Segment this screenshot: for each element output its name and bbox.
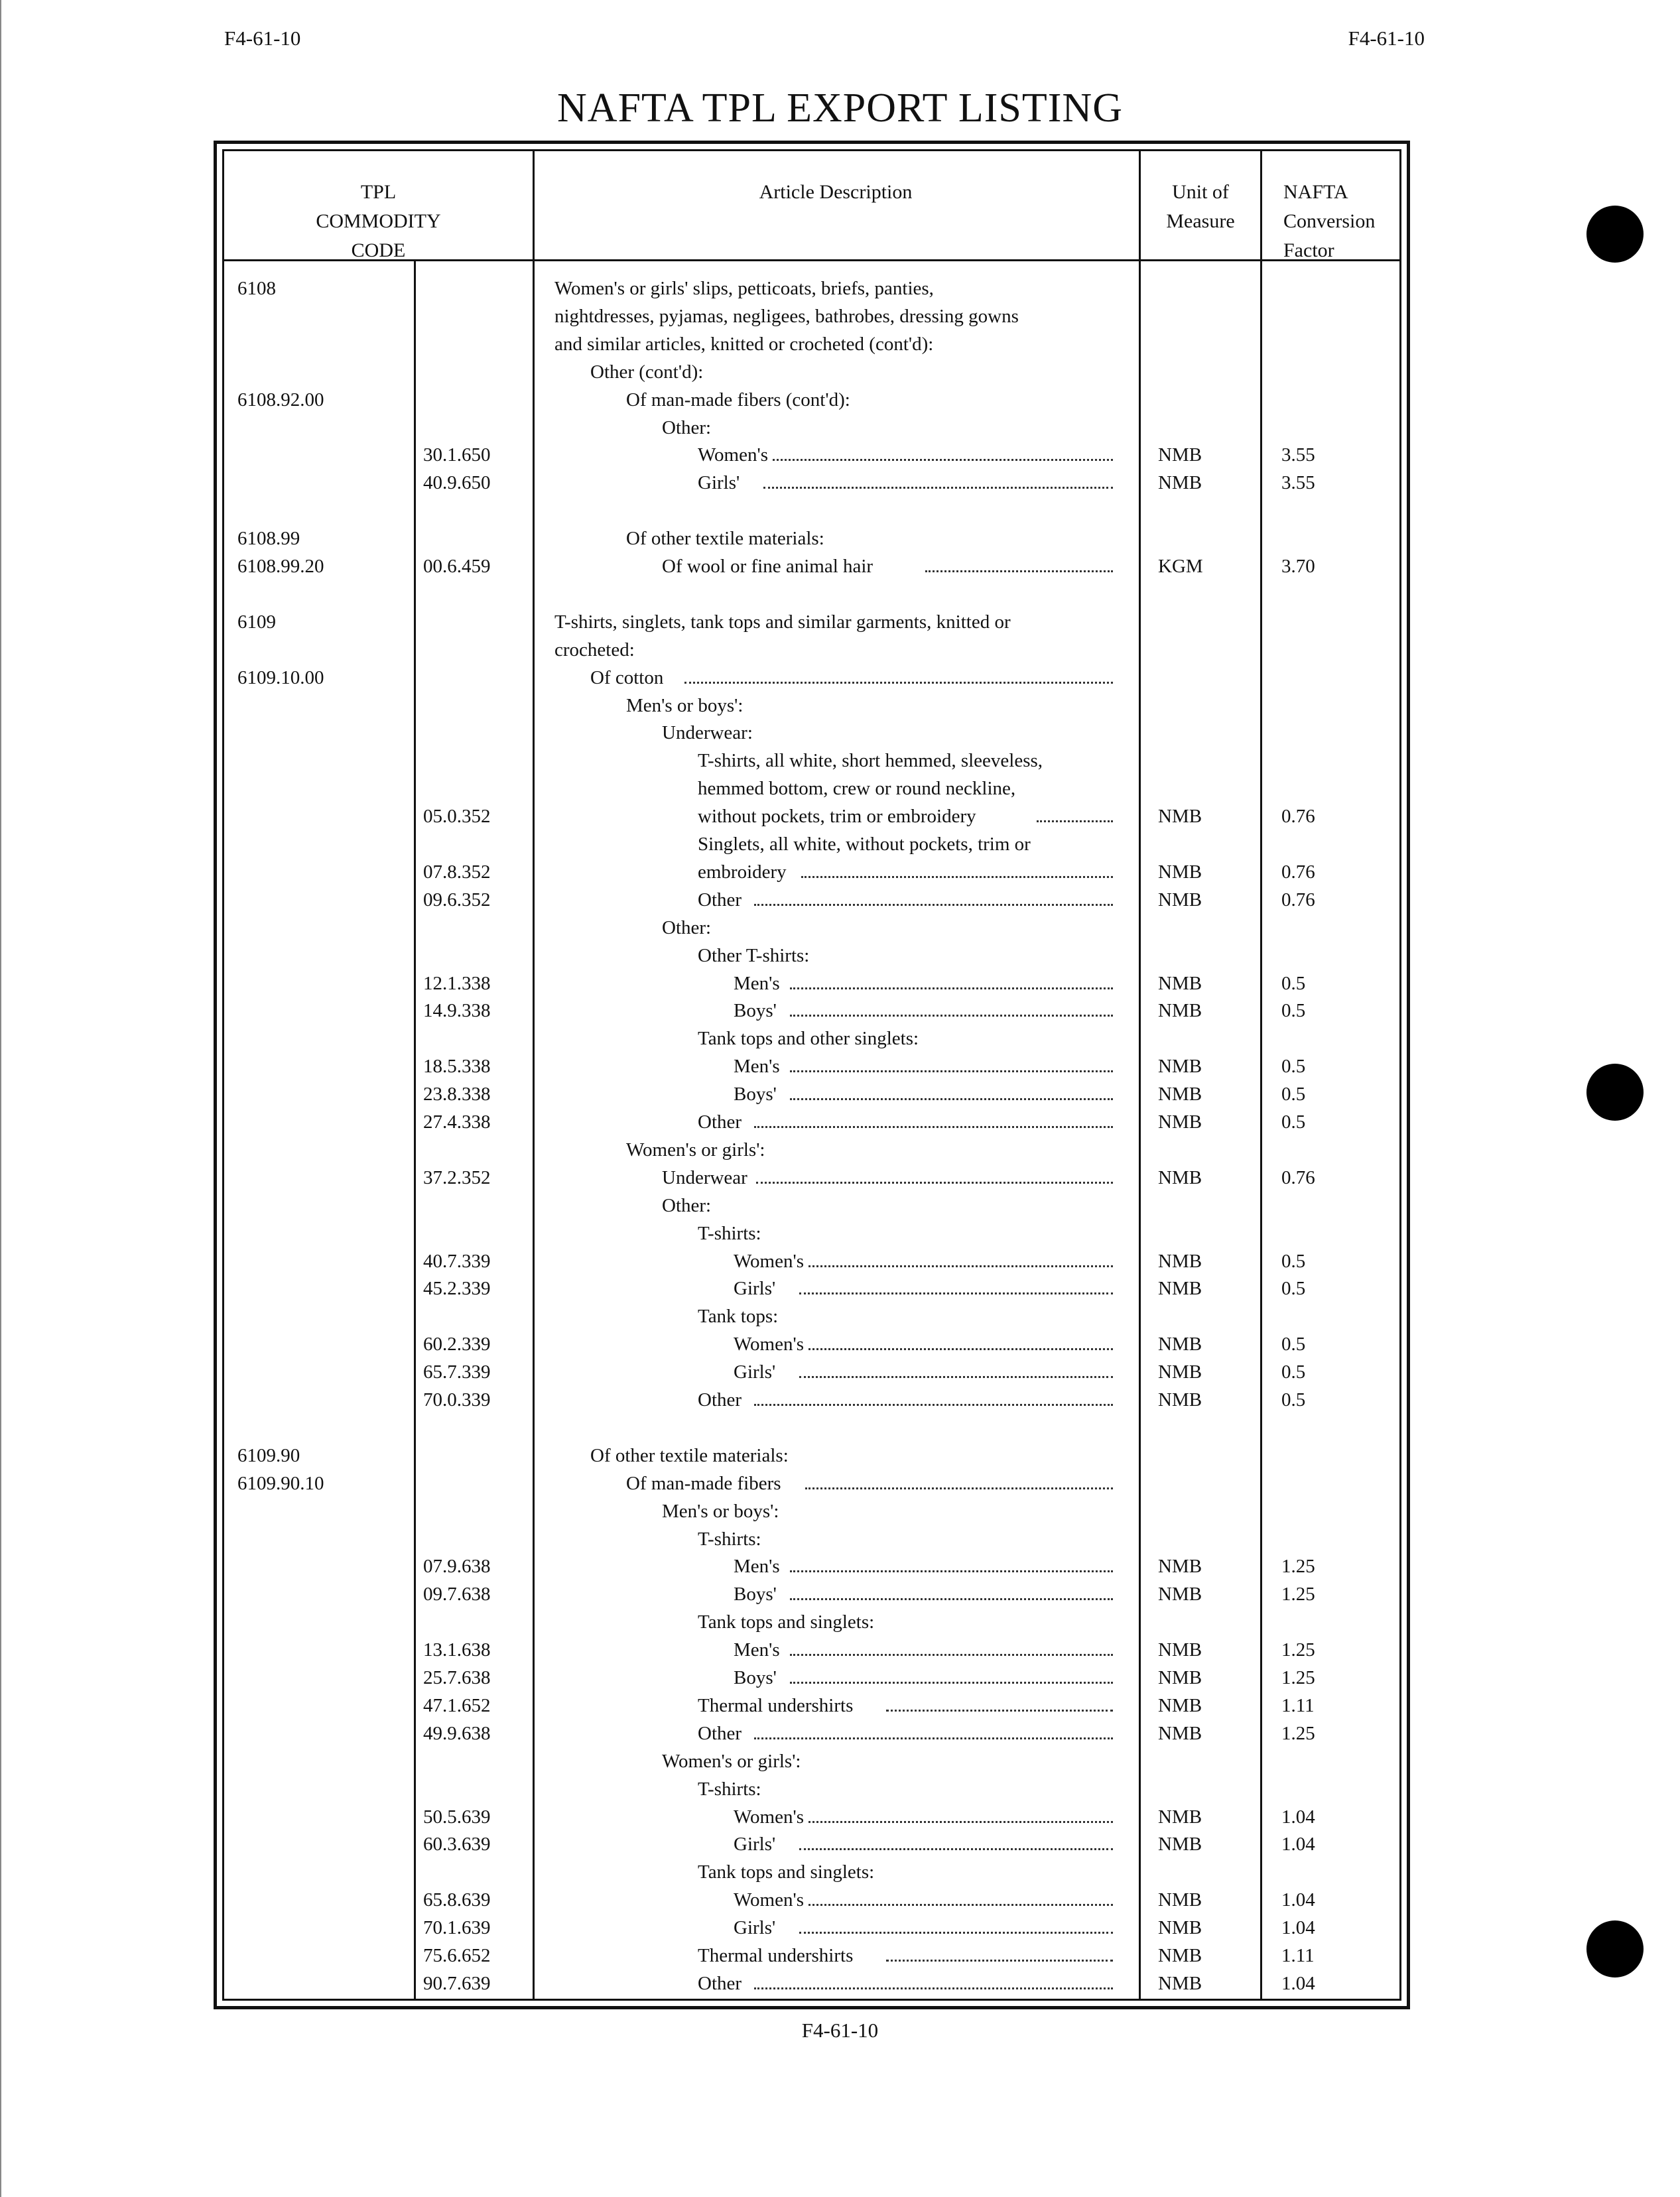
article-description-cell: Thermal undershirts: [698, 1694, 854, 1716]
table-row: [224, 1275, 1399, 1302]
dot-leader: [756, 1180, 1113, 1184]
tpl-code-cell: 14.9.338: [423, 1000, 491, 1022]
dot-leader: [1037, 818, 1113, 822]
conversion-factor-cell: 1.04: [1281, 1889, 1315, 1911]
tpl-code-cell: 23.8.338: [423, 1084, 491, 1105]
conversion-factor-cell: 1.25: [1281, 1667, 1315, 1688]
table-row: [224, 1358, 1399, 1386]
article-description-cell: Boys': [734, 1000, 777, 1022]
dot-leader: [754, 1985, 1113, 1989]
unit-of-measure-cell: NMB: [1158, 889, 1202, 910]
dot-leader: [790, 1568, 1113, 1572]
dot-leader: [805, 1485, 1113, 1489]
unit-of-measure-cell: NMB: [1158, 1166, 1202, 1188]
unit-of-measure-cell: NMB: [1158, 861, 1202, 883]
dot-leader: [790, 1068, 1113, 1072]
unit-header-line-1: Unit of: [1172, 181, 1229, 203]
dot-leader: [799, 1374, 1113, 1378]
article-description-cell: T-shirts, singlets, tank tops and similar garments, knitted or: [554, 611, 1011, 633]
tpl-code-cell: 65.7.339: [423, 1361, 491, 1383]
unit-of-measure-cell: NMB: [1158, 1361, 1202, 1383]
factor-header-line-2: Conversion: [1283, 210, 1376, 232]
factor-header-line-3: Factor: [1283, 239, 1334, 261]
conversion-factor-cell: 0.76: [1281, 861, 1315, 883]
table-row: [224, 1164, 1399, 1192]
article-description-cell: Other:: [662, 1194, 712, 1216]
table-row: [224, 1914, 1399, 1942]
table-row: [224, 497, 1399, 525]
table-row: [224, 1886, 1399, 1914]
code-header-line-1: TPL: [360, 181, 397, 203]
table-row: [224, 914, 1399, 942]
unit-of-measure-cell: NMB: [1158, 1806, 1202, 1828]
table-row: [224, 886, 1399, 914]
hts-code-cell: 6108.99.20: [237, 556, 324, 577]
table-row: [224, 302, 1399, 330]
article-description-cell: Boys': [734, 1667, 777, 1688]
unit-of-measure-cell: NMB: [1158, 1111, 1202, 1133]
dot-leader: [684, 680, 1113, 684]
table-row: [224, 1080, 1399, 1108]
article-description-cell: T-shirts:: [698, 1528, 761, 1550]
dot-leader: [925, 568, 1113, 572]
unit-of-measure-cell: NMB: [1158, 806, 1202, 828]
conversion-factor-cell: 0.5: [1281, 1278, 1306, 1300]
tpl-code-cell: 07.9.638: [423, 1556, 491, 1578]
table-row: [224, 858, 1399, 886]
punch-hole-middle: [1586, 1064, 1644, 1121]
tpl-code-cell: 09.6.352: [423, 889, 491, 910]
dot-leader: [790, 1596, 1113, 1600]
article-description-cell: T-shirts, all white, short hemmed, sleeveless,: [698, 750, 1043, 772]
hts-code-cell: 6109: [237, 611, 276, 633]
dot-leader: [808, 1346, 1113, 1350]
conversion-factor-cell: 0.5: [1281, 1361, 1306, 1383]
table-row: [224, 525, 1399, 552]
article-description-cell: Men's or boys':: [626, 694, 743, 716]
unit-of-measure-cell: NMB: [1158, 1250, 1202, 1272]
unit-of-measure-cell: NMB: [1158, 1972, 1202, 1994]
conversion-factor-cell: 0.76: [1281, 889, 1315, 910]
unit-of-measure-cell: NMB: [1158, 1556, 1202, 1578]
article-description-cell: Of man-made fibers (cont'd):: [626, 389, 850, 410]
article-description-cell: Men's: [734, 1639, 780, 1661]
table-row: [224, 1803, 1399, 1831]
article-description-cell: Of wool or fine animal hair: [662, 556, 873, 577]
table-row: [224, 1608, 1399, 1636]
unit-of-measure-cell: NMB: [1158, 1084, 1202, 1105]
table-row: [224, 1136, 1399, 1164]
article-description-cell: Of cotton: [590, 666, 664, 688]
article-description-cell: Tank tops and singlets:: [698, 1861, 875, 1883]
tpl-code-cell: 37.2.352: [423, 1166, 491, 1188]
table-row: [224, 692, 1399, 720]
page-title: NAFTA TPL EXPORT LISTING: [557, 86, 1123, 131]
dot-leader: [886, 1708, 1113, 1712]
tpl-code-cell: 07.8.352: [423, 861, 491, 883]
table-row: [224, 1414, 1399, 1442]
article-description-cell: Boys': [734, 1584, 777, 1605]
article-description-cell: nightdresses, pyjamas, negligees, bathrobes, dressing gowns: [554, 305, 1019, 327]
tpl-code-cell: 45.2.339: [423, 1278, 491, 1300]
conversion-factor-cell: 1.25: [1281, 1584, 1315, 1605]
article-description-cell: Women's or girls' slips, petticoats, briefs, panties,: [554, 278, 934, 299]
conversion-factor-cell: 1.25: [1281, 1722, 1315, 1744]
table-row: [224, 358, 1399, 386]
dot-leader: [754, 1735, 1113, 1739]
conversion-factor-cell: 0.5: [1281, 1084, 1306, 1105]
conversion-factor-cell: 1.25: [1281, 1556, 1315, 1578]
article-description-cell: Girls': [698, 472, 740, 494]
article-description-cell: Other: [698, 889, 742, 910]
table-row: [224, 1497, 1399, 1525]
unit-of-measure-cell: NMB: [1158, 1278, 1202, 1300]
table-row: [224, 802, 1399, 830]
article-description-cell: Other: [698, 1972, 742, 1994]
table-row: [224, 608, 1399, 636]
dot-leader: [808, 1819, 1113, 1823]
article-description-cell: Singlets, all white, without pockets, trim or: [698, 834, 1031, 855]
tpl-code-cell: 47.1.652: [423, 1694, 491, 1716]
listing-table-inner: [222, 149, 1401, 2001]
article-description-cell: Men's: [734, 1556, 780, 1578]
table-row: [224, 1830, 1399, 1858]
article-description-cell: Other: [698, 1722, 742, 1744]
table-row: [224, 775, 1399, 802]
article-description-cell: without pockets, trim or embroidery: [698, 806, 976, 828]
table-row: [224, 1664, 1399, 1692]
article-description-cell: Women's: [698, 444, 768, 466]
tpl-code-cell: 13.1.638: [423, 1639, 491, 1661]
factor-header-line-1: NAFTA: [1283, 181, 1348, 203]
table-row: [224, 1108, 1399, 1136]
unit-header-line-2: Measure: [1166, 210, 1235, 232]
article-description-cell: Other: [698, 1389, 742, 1411]
scan-edge-line: [0, 0, 1, 2197]
conversion-factor-cell: 0.76: [1281, 1166, 1315, 1188]
dot-leader: [790, 1013, 1113, 1017]
unit-of-measure-cell: NMB: [1158, 1722, 1202, 1744]
unit-of-measure-cell: NMB: [1158, 1834, 1202, 1855]
table-row: [224, 1692, 1399, 1720]
tpl-code-cell: 05.0.352: [423, 806, 491, 828]
conversion-factor-cell: 3.70: [1281, 556, 1315, 577]
article-description-cell: Thermal undershirts: [698, 1945, 854, 1966]
dot-leader: [773, 457, 1113, 461]
column-header-code: [224, 178, 533, 265]
dot-leader: [808, 1263, 1113, 1267]
table-row: [224, 747, 1399, 775]
table-row: [224, 1302, 1399, 1330]
unit-of-measure-cell: NMB: [1158, 1945, 1202, 1966]
article-description-cell: Other T-shirts:: [698, 944, 810, 966]
tpl-code-cell: 18.5.338: [423, 1056, 491, 1078]
table-row: [224, 1970, 1399, 1997]
article-description-cell: Women's: [734, 1250, 804, 1272]
code-header-line-3: CODE: [351, 239, 406, 261]
table-row: [224, 1858, 1399, 1886]
conversion-factor-cell: 0.5: [1281, 1250, 1306, 1272]
table-row: [224, 1247, 1399, 1275]
article-description-cell: T-shirts:: [698, 1778, 761, 1800]
dot-leader: [799, 1846, 1113, 1850]
article-description-cell: Women's: [734, 1806, 804, 1828]
table-row: [224, 942, 1399, 970]
table-row: [224, 636, 1399, 664]
article-description-cell: Other (cont'd):: [590, 361, 704, 383]
unit-of-measure-cell: NMB: [1158, 1389, 1202, 1411]
article-description-cell: Of other textile materials:: [626, 528, 824, 550]
unit-of-measure-cell: NMB: [1158, 1889, 1202, 1911]
dot-leader: [790, 1096, 1113, 1100]
unit-of-measure-cell: NMB: [1158, 1917, 1202, 1939]
table-row: [224, 1025, 1399, 1052]
tpl-code-cell: 40.7.339: [423, 1250, 491, 1272]
tpl-code-cell: 70.1.639: [423, 1917, 491, 1939]
unit-of-measure-cell: NMB: [1158, 444, 1202, 466]
article-description-cell: Underwear:: [662, 722, 753, 744]
article-description-cell: Other:: [662, 416, 712, 438]
table-row: [224, 386, 1399, 414]
table-row: [224, 275, 1399, 302]
table-row: [224, 1442, 1399, 1470]
hts-code-cell: 6109.90: [237, 1444, 300, 1466]
dot-leader: [754, 1402, 1113, 1406]
conversion-factor-cell: 0.5: [1281, 1389, 1306, 1411]
unit-of-measure-cell: NMB: [1158, 1584, 1202, 1605]
dot-leader: [754, 1124, 1113, 1128]
table-row: [224, 1052, 1399, 1080]
table-row: [224, 997, 1399, 1025]
article-description-cell: Of man-made fibers: [626, 1472, 781, 1494]
dot-leader: [763, 485, 1113, 489]
article-description-cell: and similar articles, knitted or crocheted (cont'd):: [554, 333, 934, 355]
conversion-factor-cell: 1.11: [1281, 1945, 1315, 1966]
dot-leader: [790, 1680, 1113, 1684]
conversion-factor-cell: 1.11: [1281, 1694, 1315, 1716]
conversion-factor-cell: 1.04: [1281, 1917, 1315, 1939]
tpl-code-cell: 30.1.650: [423, 444, 491, 466]
conversion-factor-cell: 3.55: [1281, 444, 1315, 466]
unit-of-measure-cell: NMB: [1158, 1667, 1202, 1688]
tpl-code-cell: 90.7.639: [423, 1972, 491, 1994]
dot-leader: [754, 902, 1113, 906]
header-left-page-id: F4-61-10: [224, 27, 301, 50]
conversion-factor-cell: 1.25: [1281, 1639, 1315, 1661]
conversion-factor-cell: 0.5: [1281, 1334, 1306, 1355]
table-row: [224, 719, 1399, 747]
article-description-cell: Men's or boys':: [662, 1500, 779, 1522]
desc-header-label: Article Description: [759, 181, 913, 203]
unit-of-measure-cell: NMB: [1158, 472, 1202, 494]
table-row: [224, 1525, 1399, 1553]
article-description-cell: Women's or girls':: [662, 1750, 801, 1772]
table-row: [224, 1580, 1399, 1608]
article-description-cell: Underwear: [662, 1166, 747, 1188]
article-description-cell: hemmed bottom, crew or round neckline,: [698, 778, 1016, 800]
article-description-cell: Girls': [734, 1361, 776, 1383]
article-description-cell: Other: [698, 1111, 742, 1133]
article-description-cell: Girls': [734, 1278, 776, 1300]
table-row: [224, 1747, 1399, 1775]
table-row: [224, 664, 1399, 692]
tpl-code-cell: 60.3.639: [423, 1834, 491, 1855]
column-header-unit: [1141, 178, 1260, 236]
column-header-factor: [1283, 178, 1416, 265]
conversion-factor-cell: 0.5: [1281, 1000, 1306, 1022]
table-row: [224, 1192, 1399, 1220]
code-header-line-2: COMMODITY: [316, 210, 441, 232]
article-description-cell: Women's: [734, 1889, 804, 1911]
hts-code-cell: 6109.90.10: [237, 1472, 324, 1494]
article-description-cell: Men's: [734, 1056, 780, 1078]
dot-leader: [808, 1902, 1113, 1906]
tpl-code-cell: 40.9.650: [423, 472, 491, 494]
table-row: [224, 1220, 1399, 1247]
conversion-factor-cell: 1.04: [1281, 1834, 1315, 1855]
table-row: [224, 1470, 1399, 1497]
conversion-factor-cell: 0.5: [1281, 972, 1306, 994]
unit-of-measure-cell: KGM: [1158, 556, 1203, 577]
table-row: [224, 1386, 1399, 1414]
listing-table: [214, 141, 1410, 2009]
article-description-cell: crocheted:: [554, 639, 635, 660]
table-row: [224, 1775, 1399, 1803]
table-row: [224, 830, 1399, 858]
conversion-factor-cell: 0.76: [1281, 806, 1315, 828]
hts-code-cell: 6108.99: [237, 528, 300, 550]
table-row: [224, 441, 1399, 469]
table-row: [224, 970, 1399, 997]
tpl-code-cell: 50.5.639: [423, 1806, 491, 1828]
punch-hole-bottom: [1586, 1920, 1644, 1977]
tpl-code-cell: 75.6.652: [423, 1945, 491, 1966]
dot-leader: [886, 1958, 1113, 1962]
unit-of-measure-cell: NMB: [1158, 1000, 1202, 1022]
tpl-code-cell: 65.8.639: [423, 1889, 491, 1911]
table-row: [224, 1720, 1399, 1747]
tpl-code-cell: 25.7.638: [423, 1667, 491, 1688]
unit-of-measure-cell: NMB: [1158, 1056, 1202, 1078]
dot-leader: [801, 874, 1113, 878]
conversion-factor-cell: 3.55: [1281, 472, 1315, 494]
tpl-code-cell: 12.1.338: [423, 972, 491, 994]
table-row: [224, 1942, 1399, 1970]
article-description-cell: Tank tops and other singlets:: [698, 1028, 919, 1050]
tpl-code-cell: 70.0.339: [423, 1389, 491, 1411]
table-row: [224, 469, 1399, 497]
conversion-factor-cell: 1.04: [1281, 1972, 1315, 1994]
tpl-code-cell: 60.2.339: [423, 1334, 491, 1355]
dot-leader: [799, 1290, 1113, 1294]
tpl-code-cell: 49.9.638: [423, 1722, 491, 1744]
article-description-cell: Of other textile materials:: [590, 1444, 789, 1466]
article-description-cell: T-shirts:: [698, 1222, 761, 1244]
column-header-description: [533, 178, 1139, 207]
article-description-cell: Women's or girls':: [626, 1139, 765, 1161]
article-description-cell: Girls': [734, 1917, 776, 1939]
article-description-cell: Other:: [662, 916, 712, 938]
unit-of-measure-cell: NMB: [1158, 1334, 1202, 1355]
table-row: [224, 1552, 1399, 1580]
conversion-factor-cell: 1.04: [1281, 1806, 1315, 1828]
dot-leader: [790, 1652, 1113, 1656]
unit-of-measure-cell: NMB: [1158, 1694, 1202, 1716]
hts-code-cell: 6108.92.00: [237, 389, 324, 410]
conversion-factor-cell: 0.5: [1281, 1056, 1306, 1078]
table-row: [224, 330, 1399, 358]
hts-code-cell: 6109.10.00: [237, 666, 324, 688]
hts-code-cell: 6108: [237, 278, 276, 299]
article-description-cell: embroidery: [698, 861, 787, 883]
tpl-code-cell: 00.6.459: [423, 556, 491, 577]
tpl-code-cell: 27.4.338: [423, 1111, 491, 1133]
table-row: [224, 552, 1399, 580]
table-row: [224, 1330, 1399, 1358]
article-description-cell: Boys': [734, 1084, 777, 1105]
article-description-cell: Girls': [734, 1834, 776, 1855]
dot-leader: [799, 1930, 1113, 1934]
unit-of-measure-cell: NMB: [1158, 972, 1202, 994]
table-row: [224, 1636, 1399, 1664]
tpl-code-cell: 09.7.638: [423, 1584, 491, 1605]
dot-leader: [790, 985, 1113, 989]
table-row: [224, 414, 1399, 442]
table-row: [224, 580, 1399, 608]
unit-of-measure-cell: NMB: [1158, 1639, 1202, 1661]
conversion-factor-cell: 0.5: [1281, 1111, 1306, 1133]
article-description-cell: Tank tops:: [698, 1306, 779, 1328]
header-right-page-id: F4-61-10: [1348, 27, 1425, 50]
article-description-cell: Women's: [734, 1334, 804, 1355]
footer-page-id: F4-61-10: [801, 2019, 879, 2042]
article-description-cell: Men's: [734, 972, 780, 994]
article-description-cell: Tank tops and singlets:: [698, 1611, 875, 1633]
punch-hole-top: [1586, 206, 1644, 263]
